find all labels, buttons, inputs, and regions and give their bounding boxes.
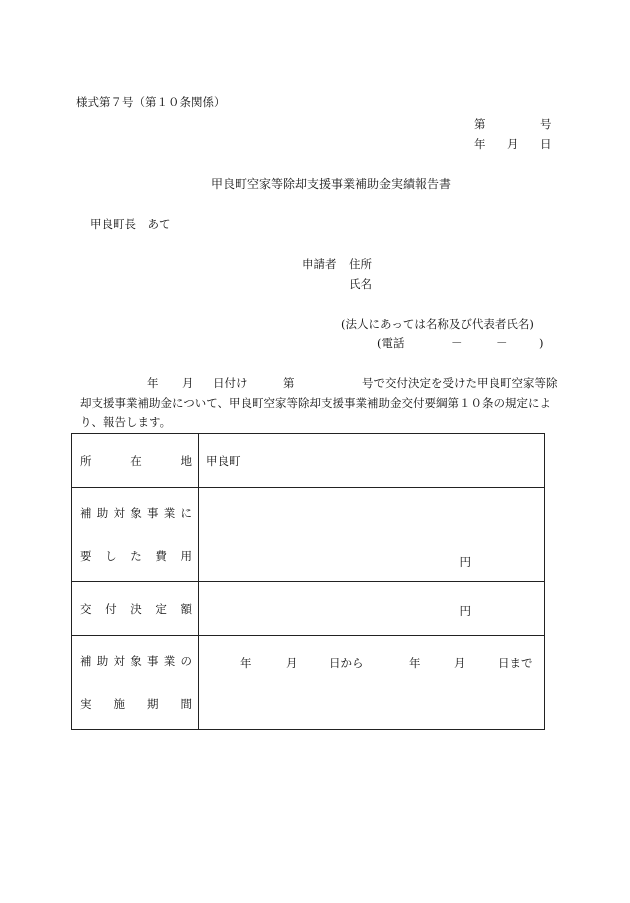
phone-open: (電話 xyxy=(377,336,405,350)
label-char: た xyxy=(130,549,142,563)
label-char: 地 xyxy=(180,453,192,468)
label-char: 期 xyxy=(147,697,159,711)
label-char: 業 xyxy=(163,506,176,520)
period-from-day: 日から xyxy=(329,656,364,670)
label-char: 用 xyxy=(180,549,192,563)
label-char: 助 xyxy=(96,654,109,668)
applicant-address-label: 住所 xyxy=(349,257,372,271)
applicant-role: 申請者 xyxy=(302,257,337,271)
location-label xyxy=(72,434,199,488)
label-char: 要 xyxy=(80,549,92,563)
period-from-month: 月 xyxy=(286,656,298,670)
applicant-name-label: 氏名 xyxy=(349,277,372,291)
label-char: 助 xyxy=(96,506,109,520)
grant-label xyxy=(72,582,199,636)
report-table xyxy=(71,433,545,730)
label-char: 実 xyxy=(80,697,92,711)
body-year: 年 xyxy=(147,376,159,390)
period-value xyxy=(199,636,545,730)
doc-number-dai: 第 xyxy=(474,117,486,131)
label-char: 額 xyxy=(180,601,192,616)
period-to-year: 年 xyxy=(409,656,421,670)
label-char: 間 xyxy=(180,697,192,711)
label-char: 補 xyxy=(80,654,92,668)
label-char: 象 xyxy=(130,654,142,668)
phone-dash-2: － xyxy=(496,336,508,350)
label-char: 定 xyxy=(155,601,167,616)
label-char: 施 xyxy=(113,697,125,711)
label-char: 費 xyxy=(155,549,167,563)
label-char: の xyxy=(180,654,192,668)
cost-value xyxy=(199,488,545,582)
label-char: 事 xyxy=(147,654,159,668)
corporation-note: (法人にあっては名称及び代表者氏名) xyxy=(341,317,534,331)
label-char: 在 xyxy=(130,453,142,468)
period-to-month: 月 xyxy=(454,656,466,670)
label-char: 対 xyxy=(113,506,125,520)
body-line3: り、報告します。 xyxy=(80,415,172,429)
label-char: 対 xyxy=(113,654,125,668)
date-month: 月 xyxy=(507,137,519,151)
body-day: 日付け xyxy=(213,376,248,390)
body-line2: 却支援事業補助金について、甲良町空家等除却支援事業補助金交付要綱第１０条の規定によ xyxy=(80,396,552,410)
date-day: 日 xyxy=(540,137,552,151)
body-line1-rest: 号で交付決定を受けた甲良町空家等除 xyxy=(362,376,558,390)
form-number: 様式第７号（第１０条関係） xyxy=(76,95,226,109)
grant-unit: 円 xyxy=(459,604,471,618)
document-title: 甲良町空家等除却支援事業補助金実績報告書 xyxy=(211,177,452,191)
period-label xyxy=(72,636,199,730)
label-char: 付 xyxy=(105,601,117,616)
phone-dash-1: － xyxy=(451,336,463,350)
doc-number-go: 号 xyxy=(540,117,552,131)
label-char: 補 xyxy=(80,506,92,520)
grant-value xyxy=(199,582,545,636)
period-to-day: 日まで xyxy=(498,656,533,670)
addressee: 甲良町長 あて xyxy=(90,217,171,231)
row-grant xyxy=(72,582,545,636)
label-char: 交 xyxy=(80,601,92,616)
period-from-year: 年 xyxy=(240,656,252,670)
phone-close: ) xyxy=(539,336,544,350)
label-char: 業 xyxy=(163,654,176,668)
label-char: 所 xyxy=(80,453,92,468)
label-char: に xyxy=(180,506,192,520)
body-month: 月 xyxy=(182,376,194,390)
cost-unit: 円 xyxy=(459,555,471,569)
label-char: 事 xyxy=(147,506,159,520)
cost-label xyxy=(72,488,199,582)
row-location xyxy=(72,434,545,488)
body-dai: 第 xyxy=(283,376,295,390)
label-char: 象 xyxy=(130,506,142,520)
row-cost xyxy=(72,488,545,582)
row-period xyxy=(72,636,545,730)
label-char: 決 xyxy=(130,601,142,616)
date-year: 年 xyxy=(474,137,486,151)
location-value: 甲良町 xyxy=(199,434,545,488)
label-char: し xyxy=(105,549,117,563)
